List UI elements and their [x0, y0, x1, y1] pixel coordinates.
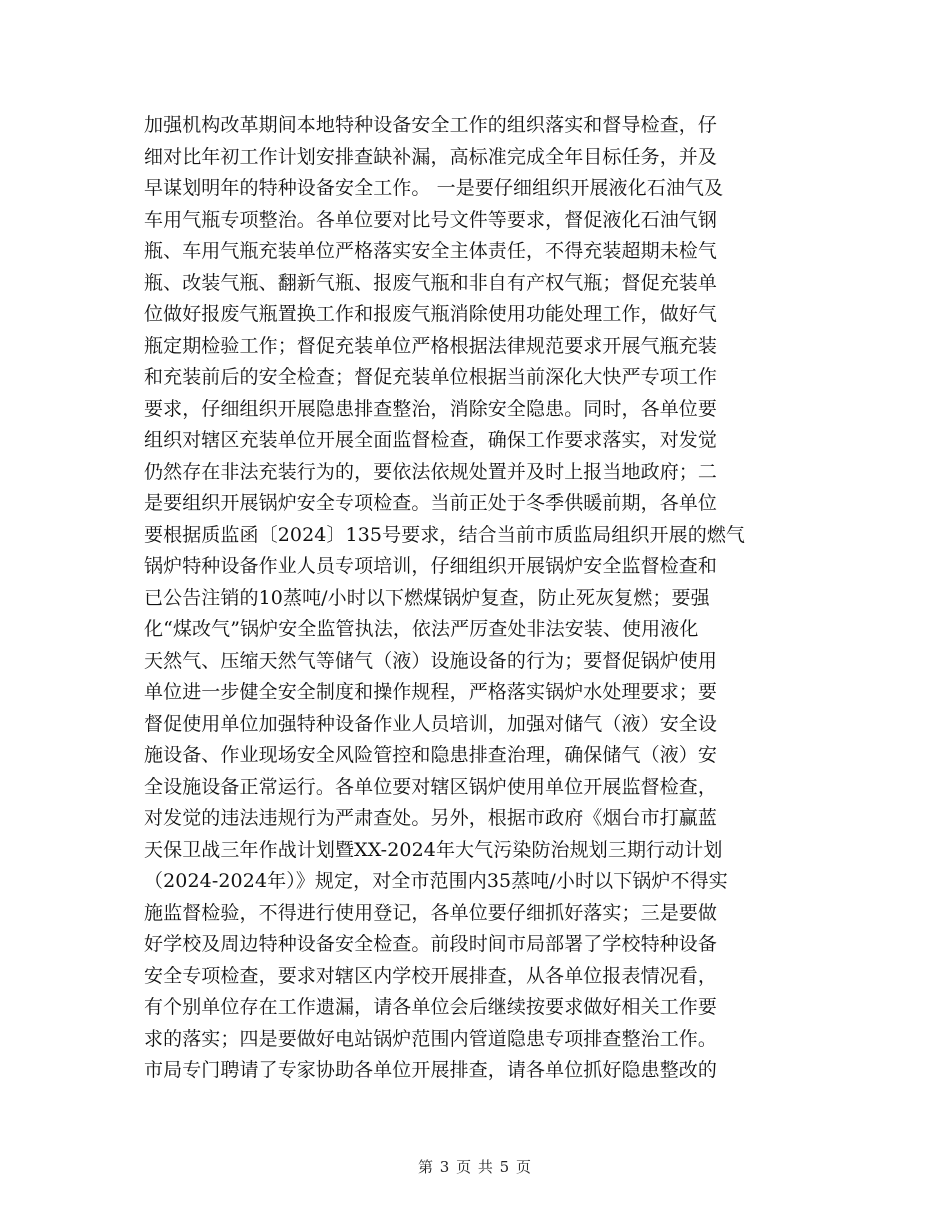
- text-line: 要根据质监函〔2024〕135号要求，结合当前市质监局组织开展的燃气: [144, 523, 746, 546]
- text-line: 单位进一步健全安全制度和操作规程，严格落实锅炉水处理要求；要: [144, 681, 718, 703]
- text-line: 瓶、车用气瓶充装单位严格落实安全主体责任，不得充装超期未检气: [144, 240, 718, 262]
- text-line: 督促使用单位加强特种设备作业人员培训，加强对储气（液）安全设: [144, 712, 718, 735]
- text-line: 全设施设备正常运行。各单位要对辖区锅炉使用单位开展监督检查，: [144, 775, 718, 798]
- body-text: [144, 110, 804, 1087]
- text-line: 锅炉特种设备作业人员专项培训，仔细组织开展锅炉安全监督检查和: [144, 555, 718, 577]
- text-line: 瓶、改装气瓶、翻新气瓶、报废气瓶和非自有产权气瓶；督促充装单: [144, 271, 718, 294]
- page-number-footer: 第 3 页 共 5 页: [418, 1158, 532, 1176]
- text-line: 有个别单位存在工作遗漏，请各单位会后继续按要求做好相关工作要: [144, 996, 718, 1018]
- text-line: 瓶定期检验工作；督促充装单位严格根据法律规范要求开展气瓶充装: [144, 334, 718, 357]
- text-line: 天保卫战三年作战计划暨XX-2024年大气污染防治规划三期行动计划: [144, 838, 723, 861]
- text-line: 好学校及周边特种设备安全检查。前段时间市局部署了学校特种设备: [144, 933, 718, 955]
- text-line: 和充装前后的安全检查；督促充装单位根据当前深化大快严专项工作: [144, 366, 718, 388]
- text-line: 市局专门聘请了专家协助各单位开展排查，请各单位抓好隐患整改的: [144, 1059, 718, 1081]
- text-line: 仍然存在非法充装行为的，要依法依规处置并及时上报当地政府；二: [144, 460, 718, 483]
- text-line: 施监督检验，不得进行使用登记，各单位要仔细抓好落实；三是要做: [144, 901, 718, 924]
- text-line: 对发觉的违法违规行为严肃查处。另外，根据市政府《烟台市打赢蓝: [144, 807, 718, 829]
- text-line: 天然气、压缩天然气等储气（液）设施设备的行为；要督促锅炉使用: [144, 649, 718, 672]
- text-line: 加强机构改革期间本地特种设备安全工作的组织落实和督导检查，仔: [144, 114, 718, 136]
- text-line: 组织对辖区充装单位开展全面监督检查，确保工作要求落实，对发觉: [144, 429, 718, 451]
- text-line: 位做好报废气瓶置换工作和报废气瓶消除使用功能处理工作，做好气: [144, 303, 718, 325]
- text-line: 车用气瓶专项整治。各单位要对比号文件等要求，督促液化石油气钢: [144, 208, 718, 231]
- text-line: 已公告注销的10蒸吨/小时以下燃煤锅炉复查，防止死灰复燃；要强: [144, 586, 710, 609]
- text-line: 化“煤改气”锅炉安全监管执法，依法严厉查处非法安装、使用液化: [144, 618, 699, 640]
- text-line: 是要组织开展锅炉安全专项检查。当前正处于冬季供暖前期，各单位: [144, 492, 718, 514]
- text-line: 细对比年初工作计划安排查缺补漏，高标准完成全年目标任务，并及: [144, 145, 718, 168]
- text-line: 安全专项检查，要求对辖区内学校开展排查，从各单位报表情况看，: [144, 964, 718, 987]
- text-line: 要求，仔细组织开展隐患排查整治，消除安全隐患。同时，各单位要: [144, 397, 718, 420]
- text-line: 施设备、作业现场安全风险管控和隐患排查治理，确保储气（液）安: [144, 744, 718, 766]
- text-line: 求的落实；四是要做好电站锅炉范围内管道隐患专项排查整治工作。: [144, 1027, 718, 1050]
- text-line: 早谋划明年的特种设备安全工作。 一是要仔细组织开展液化石油气及: [144, 177, 724, 199]
- text-line: （2024-2024年）》规定，对全市范围内35蒸吨/小时以下锅炉不得实: [144, 870, 728, 892]
